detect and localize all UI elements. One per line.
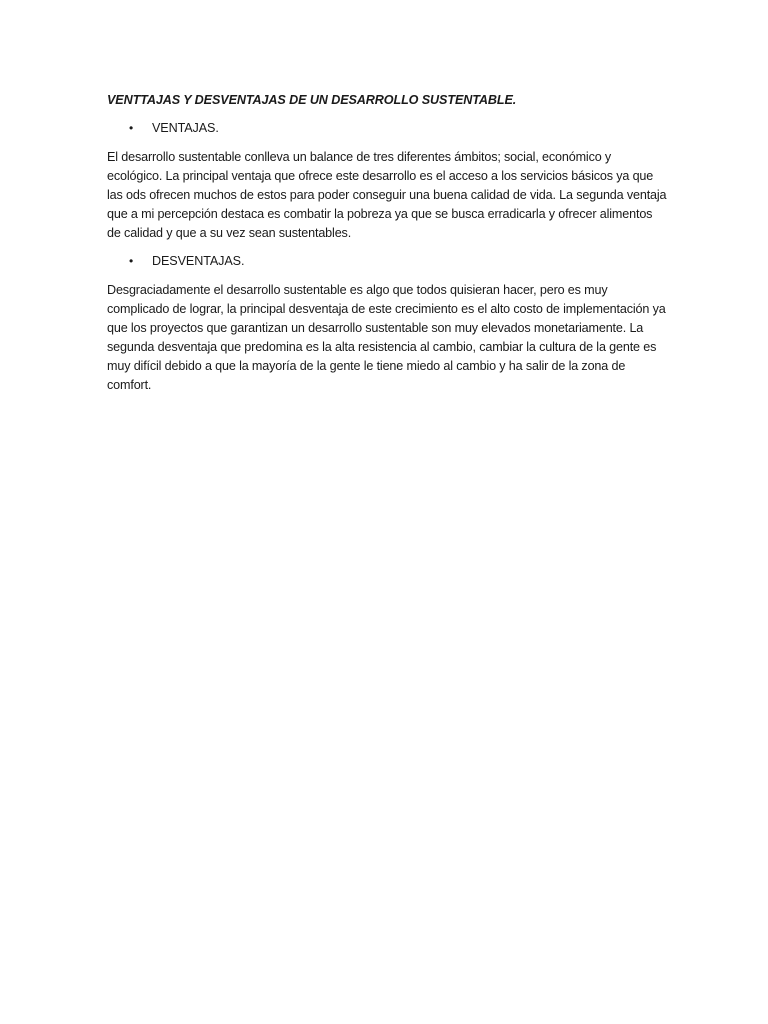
bullet-icon: • — [129, 121, 134, 135]
ventajas-paragraph: El desarrollo sustentable conlleva un balance de tres diferentes ámbitos; social, económico y ecológico. La principal ventaja que ofrece este desarrollo es el acceso a los servicios básicos ya que las ods ofrecen muchos de estos para poder conseguir una buena calidad de vida. La segunda ventaja que a mi percepción destaca es combatir la pobreza ya que se busca erradicarla y ofrecer alimentos de calidad y que a su vez sean sustentables. — [107, 150, 667, 240]
bullet-heading-ventajas — [107, 120, 667, 137]
section-heading: DESVENTAJAS. — [152, 254, 245, 268]
section-heading: VENTAJAS. — [152, 121, 219, 135]
bullet-icon: • — [129, 254, 134, 268]
document-title: VENTTAJAS Y DESVENTAJAS DE UN DESARROLLO SUSTENTABLE. — [107, 93, 517, 107]
bullet-heading-desventajas — [107, 253, 667, 270]
desventajas-paragraph: Desgraciadamente el desarrollo sustentable es algo que todos quisieran hacer, pero es muy complicado de lograr, la principal desventaja de este crecimiento es el alto costo de implementación ya que los proyectos que garantizan un desarrollo sustentable son muy elevados monetariamente. La segunda desventaja que predomina es la alta resistencia al cambio, cambiar la cultura de la gente es muy difícil debido a que la mayoría de la gente le tiene miedo al cambio y ha salir de la zona de comfort. — [107, 283, 666, 392]
document-body — [107, 92, 667, 405]
